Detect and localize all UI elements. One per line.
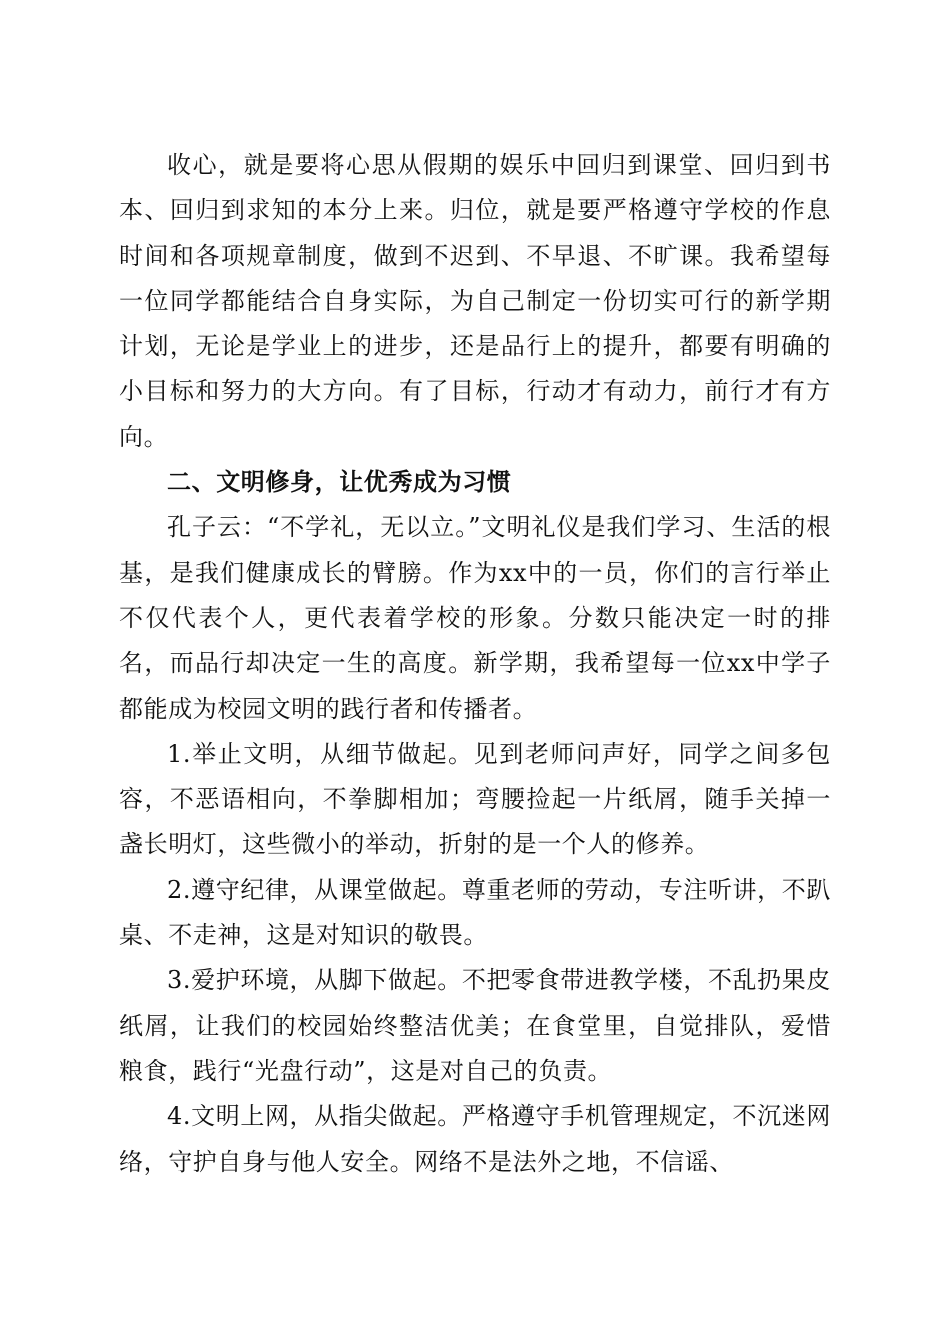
document-body: [119, 143, 831, 1185]
paragraph-confucius-quote: 孔子云：“不学礼，无以立。”文明礼仪是我们学习、生活的根基，是我们健康成长的臂膀。作为xx中的一员，你们的言行举止不仅代表个人，更代表着学校的形象。分数只能决定一时的排名，而品行却决定一生的高度。新学期，我希望每一位xx中学子都能成为校园文明的践行者和传播者。: [119, 513, 831, 723]
list-item-internet: 4.文明上网，从指尖做起。严格遵守手机管理规定，不沉迷网络，守护自身与他人安全。网络不是法外之地，不信谣、: [119, 1102, 831, 1176]
paragraph-return-focus: 收心，就是要将心思从假期的娱乐中回归到课堂、回归到书本、回归到求知的本分上来。归位，就是要严格遵守学校的作息时间和各项规章制度，做到不迟到、不早退、不旷课。我希望每一位同学都能结合自身实际，为自己制定一份切实可行的新学期计划，无论是学业上的进步，还是品行上的提升，都要有明确的小目标和努力的大方向。有了目标，行动才有动力，前行才有方向。: [119, 151, 831, 451]
list-item-behavior: 1.举止文明，从细节做起。见到老师问声好，同学之间多包容，不恶语相向，不拳脚相加；弯腰捡起一片纸屑，随手关掉一盏长明灯，这些微小的举动，折射的是一个人的修养。: [119, 739, 831, 859]
list-item-discipline: 2.遵守纪律，从课堂做起。尊重老师的劳动，专注听讲，不趴桌、不走神，这是对知识的敬畏。: [119, 875, 831, 950]
section-heading-civility: 二、文明修身，让优秀成为习惯: [167, 468, 512, 497]
list-item-environment: 3.爱护环境，从脚下做起。不把零食带进教学楼，不乱扔果皮纸屑，让我们的校园始终整洁优美；在食堂里，自觉排队，爱惜粮食，践行“光盘行动”，这是对自己的负责。: [119, 966, 831, 1085]
